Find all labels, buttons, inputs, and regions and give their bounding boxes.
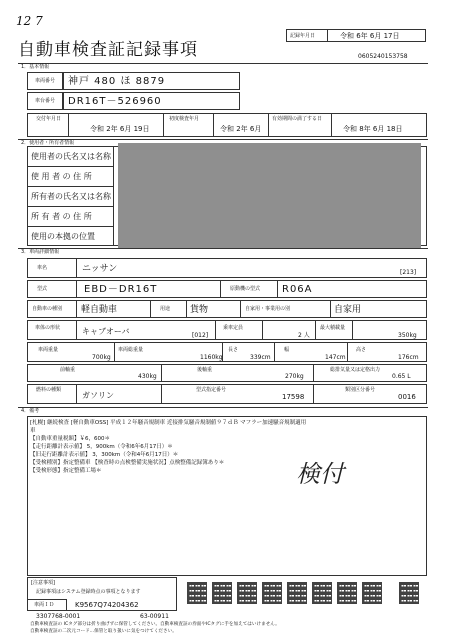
displacement-label: 総排気量又は定格出力 [330,367,381,373]
purpose-label: 自家用・事業用の別 [245,306,291,312]
engine-value: R06A [282,284,313,295]
handwritten-note: 12 7 [16,14,43,28]
vehicle-id-label: 車両ＩＤ [34,602,55,608]
notes-line-3: 【自動車重量税額】￥6，600＊ [30,436,110,442]
class-value: 0016 [398,393,416,401]
engine-label: 原動機の型式 [230,286,261,292]
class-label: 類別区分番号 [345,387,376,393]
qr-code-icon [187,582,207,604]
weight-value: 700kg [92,354,111,361]
rear-axle-value: 270kg [285,373,304,380]
qr-code-icon [212,582,232,604]
weight-label: 車両重量 [38,347,59,353]
issue-value: 令和 2年 6月 19日 [90,125,150,133]
width-value: 147cm [325,354,346,361]
expiry-label: 有効期間の満了する日 [272,116,323,122]
footer-note-2: 自動車検査証の二次元コード...保管と取り扱いに気をつけてください。 [30,629,177,634]
model-value: EBD－DR16T [84,284,158,295]
reg-value: 神戸 480 ほ 8879 [68,76,166,87]
document-title: 自動車検査証記録事項 [18,40,198,60]
approval-label: 型式指定番号 [196,387,227,393]
fuel-value: ガソリン [82,391,114,400]
footer-note-1: 自動車検査証の ICタグ部分は折り曲げずに保管してください。自動車検査証の券面やICタグに手を加えてはいけません。 [30,622,280,627]
owner-label-user-name: 使用者の氏名又は名称 [31,152,111,161]
section-vehicle-detail: 3．車両詳細情報 [21,249,60,255]
maker-value: ニッサン [82,264,118,274]
body-code: [012] [192,332,209,339]
maker-label: 車名 [37,265,48,271]
qr-code-icon [399,582,419,604]
front-axle-value: 430kg [138,373,157,380]
notes-line-6: 【受検種別】指定整備車 【検査時の点検整備実施状況】点検整備記録簿あり＊ [30,460,225,466]
qr-code-icon [262,582,282,604]
body-label: 車体の形状 [35,325,61,331]
chassis-label: 車台番号 [35,98,56,104]
qr-code-icon [362,582,382,604]
redaction-block [118,143,421,249]
owner-label-base-location: 使用の本拠の位置 [31,232,95,241]
notes-line-5: 【旧走行距離計表示値】 3，300km（令和4年6月17日）＊ [30,452,179,458]
footer-notice-text: 記録事項はシステム登録時点の事項となります [36,589,141,595]
length-value: 339cm [250,354,271,361]
fuel-label: 燃料の種類 [36,387,62,393]
weight-row [27,342,427,362]
rear-axle-label: 後軸重 [197,367,213,373]
vtype-value: 軽自動車 [81,305,118,315]
reg-label: 車両番号 [35,78,56,84]
footer-code-2: 63-00911 [140,613,169,620]
notes-line-1: [札幌] 継続検査 [軽自動車OSS] 平成１２年騒音規制車 近接排気騒音規制値９７ｄＢ マフラー加速騒音規制適用 [30,420,307,426]
height-label: 高さ [356,347,367,353]
body-value: キャブオーバ [82,327,130,336]
capacity-label: 乗車定員 [223,325,244,331]
vehicle-id-value: K9567Q74204362 [75,601,139,609]
qr-code-icon [337,582,357,604]
length-label: 長さ [228,347,239,353]
qr-code-icon [237,582,257,604]
issue-date-label: 記録年月日 [290,33,316,39]
document-number: 0605240153758 [358,53,408,60]
purpose-value: 自家用 [334,305,362,315]
owner-label-user-address: 使 用 者 の 住 所 [31,172,92,181]
height-value: 176cm [398,354,419,361]
notes-line-2: 車 [30,428,36,434]
width-label: 幅 [284,347,290,353]
notes-line-4: 【走行距離計表示値】 5，900km（令和6年6月17日）＊ [30,444,173,450]
first-reg-value: 令和 2年 6月 [220,125,262,133]
issue-label: 交付年月日 [36,116,62,122]
inspection-stamp: 検付 [296,460,344,488]
capacity-value: 2 人 [298,332,310,339]
gross-value: 1160kg [200,354,223,361]
section-owner-info: 2．使用者・所有者情報 [21,140,75,146]
notes-line-7: 【受検形態】指定整備工場＊ [30,468,102,474]
model-label: 型式 [37,286,48,292]
front-axle-label: 前軸重 [60,367,76,373]
qr-code-icon [287,582,307,604]
displacement-value: 0.65 L [392,373,411,380]
first-reg-label: 初度検査年月 [169,116,200,122]
chassis-value: DR16T－526960 [68,96,162,107]
issue-date-value: 令和 6年 6月 17日 [340,32,400,40]
owner-label-owner-name: 所有者の氏名又は名称 [31,192,111,201]
use-label: 用途 [160,306,171,312]
maxload-value: 350kg [398,332,417,339]
maxload-label: 最大積載量 [320,325,346,331]
section-notes: 4．備考 [21,408,40,414]
section-basic-info: 1．基本情報 [21,64,50,70]
gross-label: 車両総重量 [118,347,144,353]
footer-notice-title: [注意事項] [31,580,55,586]
vtype-label: 自動車の種別 [32,306,63,312]
expiry-value: 令和 8年 6月 18日 [343,125,403,133]
approval-value: 17598 [282,393,305,401]
owner-label-owner-address: 所 有 者 の 住 所 [31,212,92,221]
footer-code-1: 3307768-0001 [36,613,81,620]
qr-code-icon [312,582,332,604]
maker-code: [213] [400,269,417,276]
use-value: 貨物 [190,305,209,315]
